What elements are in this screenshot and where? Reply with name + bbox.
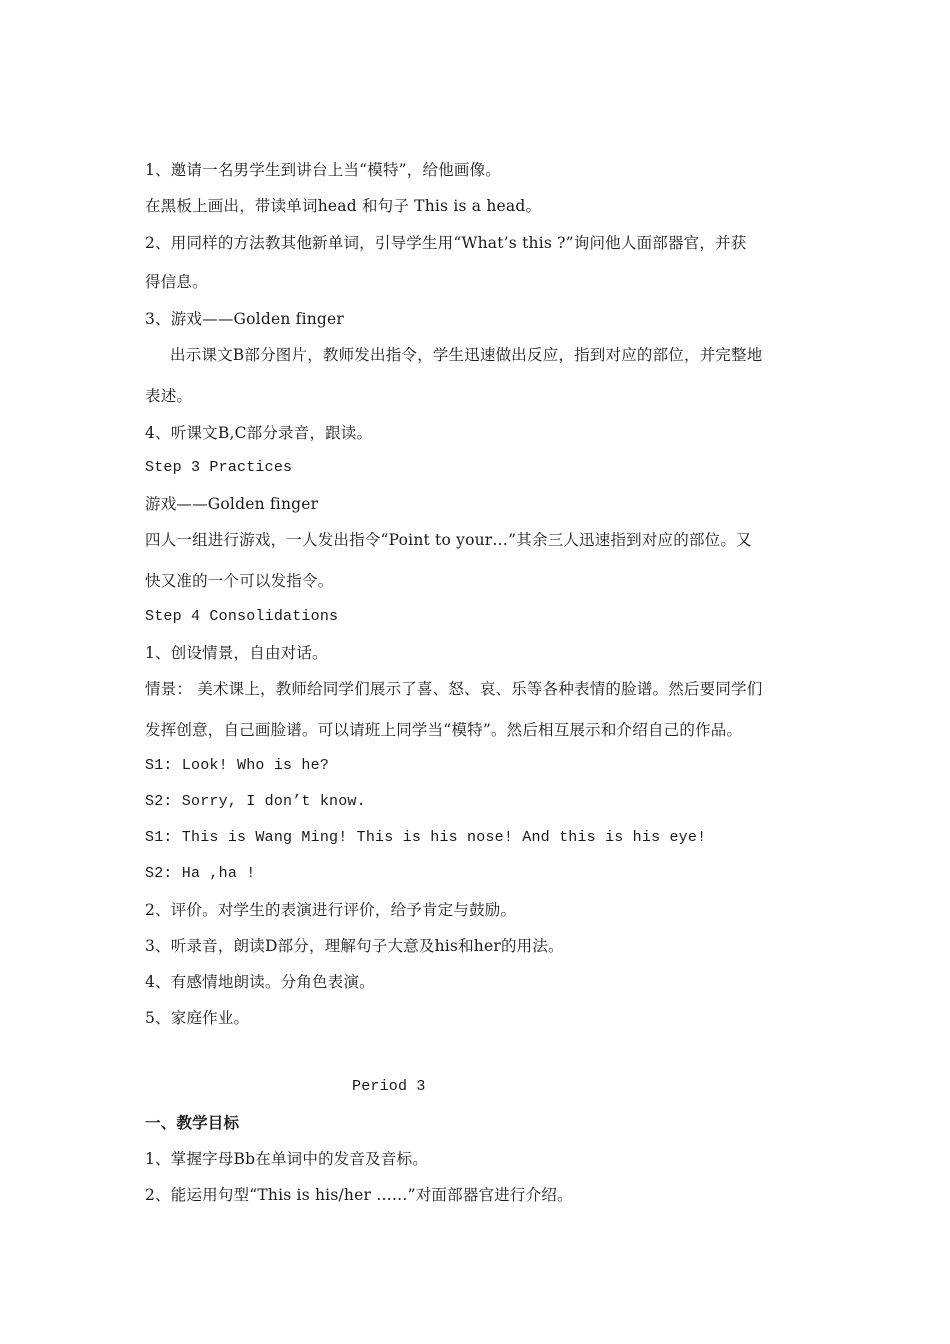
paragraph-line: 3、听录音，朗读D部分，理解句子大意及his和her的用法。 <box>145 937 564 955</box>
paragraph-line: 发挥创意，自己画脸谱。可以请班上同学当“模特”。然后相互展示和介绍自己的作品。 <box>145 721 743 739</box>
period-title: Period 3 <box>352 1078 426 1095</box>
dialogue-line: S1: This is Wang Ming! This is his nose! And this is his eye! <box>145 829 707 846</box>
paragraph-line: 四人一组进行游戏，一人发出指令“Point to your…”其余三人迅速指到对应的部位。又 <box>145 531 752 549</box>
paragraph-line: 得信息。 <box>145 273 208 291</box>
section-heading: 一、教学目标 <box>145 1114 240 1132</box>
paragraph-line: 2、评价。对学生的表演进行评价，给予肯定与鼓励。 <box>145 901 517 919</box>
paragraph-line: 出示课文B部分图片，教师发出指令，学生迅速做出反应，指到对应的部位，并完整地 <box>170 346 763 364</box>
paragraph-line: 游戏——Golden finger <box>145 495 319 513</box>
paragraph-line: 3、游戏——Golden finger <box>145 310 345 328</box>
paragraph-line: 1、创设情景，自由对话。 <box>145 644 328 662</box>
paragraph-line: 4、听课文B,C部分录音，跟读。 <box>145 424 373 442</box>
objective-line: 2、能运用句型“This is his/her ……”对面部器官进行介绍。 <box>145 1186 573 1204</box>
paragraph-line: 1、邀请一名男学生到讲台上当“模特”，给他画像。 <box>145 161 502 179</box>
paragraph-line: 在黑板上画出，带读单词head 和句子 This is a head。 <box>145 197 542 215</box>
paragraph-line: 表述。 <box>145 387 193 405</box>
objective-line: 1、掌握字母Bb在单词中的发音及音标。 <box>145 1150 428 1168</box>
paragraph-line: 2、用同样的方法教其他新单词，引导学生用“What’s this ?”询问他人面部器官，并获 <box>145 234 747 252</box>
paragraph-line: 情景： 美术课上，教师给同学们展示了喜、怒、哀、乐等各种表情的脸谱。然后要同学们 <box>145 680 763 698</box>
paragraph-line: 5、家庭作业。 <box>145 1009 250 1027</box>
paragraph-line: 快又准的一个可以发指令。 <box>145 572 334 590</box>
step-heading: Step 4 Consolidations <box>145 608 339 625</box>
dialogue-line: S1: Look! Who is he? <box>145 757 330 774</box>
paragraph-line: 4、有感情地朗读。分角色表演。 <box>145 973 375 991</box>
dialogue-line: S2: Ha ,ha ! <box>145 865 256 882</box>
step-heading: Step 3 Practices <box>145 459 293 476</box>
dialogue-line: S2: Sorry, I don’t know. <box>145 793 366 810</box>
